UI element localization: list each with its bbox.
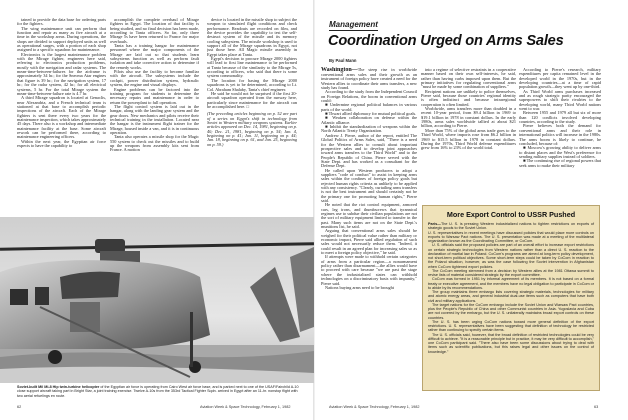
paragraph: accomplish the complete overhaul of Mirage fighters in Egypt. The location of that facility is being studied, and no final decision has been made, according to Tanta officers. So far, only three Mirage 5s have been returned to France for major overhauls.: [110, 18, 199, 44]
paragraph: Egypt's decision to procure Mirage 2000 fighters will lead to first line maintenance to be performed at Tanta because of the similarity to the Mirage 5s, according to officers, who said that there is some system commonality.: [207, 56, 297, 79]
helicopter-photo: [0, 217, 314, 383]
paragraph: ■ Undermine regional political balances in various parts of the world.: [321, 102, 417, 112]
paragraph: The group maintains three embargo lists covering strategic materials, technologies for military and atomic energy areas, and general industrial dual-use items such as computers that have both civil and military applications.: [428, 290, 594, 303]
helicopter-image: [0, 217, 314, 383]
left-page-number: 62: [17, 405, 22, 409]
paragraph: The target nations for the CoCom embargo include the Soviet Union and Warsaw Pact countries, plus the People's Republic of China and other Communist countries in Asia. Yugoslavia and Cuba are not covered by the embargo, but the U. S. unilaterally maintains broad export controls on these countries.: [428, 302, 594, 320]
left-column-2: [110, 18, 199, 215]
paragraph: Pilots also use the facility to become familiar with the aircraft. The subsystems include the cockpit, power distribution system, hydraulic system, the engine and visual displays.: [110, 69, 199, 88]
right-page-number: 63: [594, 405, 599, 409]
right-column-1-body: [321, 90, 417, 290]
right-footer: Aviation Week & Space Technology, February 1, 1982: [329, 405, 420, 409]
caption-lead: Soviet-built Mil Mi-8 Hip twin-turbine helicopter: [17, 385, 100, 389]
article-title: Coordination Urged on Arms Sales: [328, 33, 564, 49]
paragraph: More than 75% of the global arms trade goes to the Third World, where imports rose from $6.2 billion in 1969 to $15.5 billion in 1978 in constant dollars. During the 1970s, Third World defense expenditures grew from 16% to 23% of the world total.: [421, 127, 516, 151]
paragraph: The U. S. has been urging CoCom nations toward more general definition of the export restrictions. U. S. representatives have been suggesting that definition of technology be restricted rather than continuing to specify certain items.: [428, 319, 594, 333]
paragraph: The location for basing the Mirage 2000 squadrons is yet to be determined, according to Lt. Col. Abraham Shalaby, Tanta's chief engineer.: [207, 77, 297, 92]
paragraph: Recipient nations are unlikely to police themselves, Pierre said, because those countries' regional identity is often indistinct and because intraregional cooperation is often limited.: [421, 88, 516, 107]
paragraph: Between 1955 and 1979 all but six of more than 120 conflicts involved developing countries, according to the study.: [519, 110, 601, 125]
paragraph: Engine problems can be factored into the training program for students to determine the necessary repairs and maintenance in order to return the powerplant to full operation.: [110, 86, 199, 105]
paragraph: ■ Thwart allied diplomacy for mutual political goals.: [325, 111, 417, 117]
paragraph: The CoCom meeting stemmed from a decision by Western allies at the 1981 Ottawa summit to revise lists of material considered strategic by the export committee.: [428, 268, 594, 277]
lead-paragraph: [321, 67, 417, 90]
sidebar-title: More Export Control to USSR Pushed: [446, 210, 576, 219]
paragraph: Electronics is the largest maintenance problem with the Mirage fighter, engineers here said, referring to electronics production problems, mostly with the navigation and radar systems. The mean-time-between-failures for the airframe is approximately 34 hr.; for the Snecma Atar engines that figure is 39 hr.; for the navigation system, 17 hr.; for the radar system, 42 hr.; for all electrical systems, 5 hr. For the total Mirage system the mean-time-between-failure rate is 4.7 hr.: [17, 51, 106, 96]
sidebar-lead-text: The U. S. is pressing Western industrialized nations to tighten restrictions on exports of strategic goods to the Soviet Union.: [428, 222, 594, 231]
paragraph: Andrew J. Pierre, author of the report, entitled The Global Politics of Arms Sales, said, "There is a need for the Western allies to consult about important prospective sales and to develop joint approaches toward arms transfers to the Third World" and to the People's Republic of China. Pierre served with the State Dept. and has worked as a consultant for the Defense Dept.: [321, 132, 417, 169]
right-column-2: [421, 68, 516, 202]
lead-text: The steep rise in worldwide conventional arms sales and their growth as an instrument of foreign policy have created a need for the Western allies to coordinate their arms transfers, a new study has found.: [321, 67, 417, 91]
paragraph: Worldwide, arms transfers more than doubled in a recent 10-year period, from $9.4 billion in 1969 to $19.1 billion in 1978 in constant dollars. In the early 1980s, arms sales worldwide tallied at about $21 billion, according to Pierre.: [421, 106, 516, 129]
paragraph: The U. S. officials said, however, that the broad definition of restricted technologies could be very difficult to achieve. "It is a reasonable principle but in practice, it may be very difficult to accomplish," one CoCom participant said. "There also have been some discussions about trying to deal with items such as scientific publications, but this raises legal and other issues on the control of knowledge.": [428, 332, 594, 354]
paragraph: U. S. officials said the proposed policies are part of an overall effort to increase export restrictions on certain strategic technologies from Western nations rather than a direct U. S. reaction to the declaration of martial law in Poland. CoCom's programs are aimed at long-term policy development, not short-term political objectives. Some short-term steps could be taken by CoCom in reaction to the Poland situation, however, as was the case following the Soviet intervention in Afghanistan when CoCom tightened export policies.: [428, 243, 594, 269]
sidebar-paragraphs: [428, 231, 594, 354]
left-column-1: [17, 18, 106, 215]
paragraph: Nations buying arms need to be brought: [325, 284, 394, 290]
left-footer: Aviation Week & Space Technology, February 1, 1982: [200, 405, 291, 409]
sidebar-body: [428, 222, 594, 354]
paragraph: He noted that the riot control equipment, armored cars, leg irons, and thumbscrews that tyrannical regimes use to subdue their civilian populations are not the sort of military equipment limited to transfer in the past. Many such items are not on the State Dept.'s munitions list, he said.: [321, 202, 417, 230]
paragraph: ■ Inhibit the standardization of weapons within the North Atlantic Treaty Organization.: [321, 124, 417, 134]
sidebar-dateline: Paris—: [428, 222, 441, 226]
byline: By Paul Mann: [329, 58, 357, 63]
paragraph: into a regime of selective restraints in a cooperative manner based on their own self-interests, he said, rather than having curbs imposed upon them. But the primary initiatives for regulating conventional arms "must be made by some combination of suppliers.": [421, 68, 516, 90]
photo-caption: [17, 385, 300, 398]
paragraph: Tanta also operates a missile shop for the Magic 550 system to check out the missiles and to build up the weapons from assembly kits sent from France. A motion: [110, 134, 199, 153]
paragraph: The flight control system is laid out in the hangar, along with the landing gear system and the gear doors. New mechanics and pilots receive their technical training in the installation. Located near the hangar is the instrument flight trainer for the Mirage, housed inside a van, and it is in continuous operation.: [110, 103, 199, 135]
paragraph: Within the next year, the Egyptian air force expects to have the capability to: [17, 138, 106, 148]
paragraph: ■ Weaken collaboration on defense within the Atlantic alliance.: [321, 115, 417, 125]
paragraph: He said he would not be surprised if the first 20-aircraft squadron operated from the runway here, particularly since maintenance for the aircraft can be accomplished here. □: [207, 90, 297, 109]
left-column-3-body: [207, 18, 297, 109]
paragraph: CoCom was formed in 1951 by informal agreement of its members. It is not based on a formal treaty or executive agreement, and the members have no legal obligation to participate in CoCom or to abide by its recommendations.: [428, 277, 594, 290]
right-column-3: [519, 68, 601, 202]
paragraph: If attempts were made to withhold certain categories of arms from a particular region—a nonarmament policy rather than disarmament—the allies would have to proceed with care because "we are past the stage where the industrialized states can withhold technologies on a discriminatory basis with impunity," Pierre said.: [321, 254, 417, 286]
paragraph: Tanta has a training hangar for maintenance personnel where the major components of the Mirage are laid out so that students learn subsystems function as well as perform fault isolation and take corrective action to determine if the remedy works.: [110, 43, 199, 70]
paragraph: He called upon Western producers to adopt a suppliers "code of conduct" to assist in keeping arms sales within the confines of foreign policy goals but rejected human rights criteria as unlikely to be applied with any consistency. "Clearly, curtailing arms transfers is not the best instrument and should certainly not be the primary one for promoting human rights," Pierre said.: [321, 167, 417, 203]
paragraph: A third Mirage squadron is located at Genaclis, near Alexandria, and a French technical team is stationed at that base to accomplish periodic inspections of the aircraft. Each of the Mirage fighters is sent there every two years for the maintenance inspection, which takes approximately 45 days. There also is a workshop and intermediate maintenance facility at the base. Some aircraft rework can be performed there, according to maintenance engineering officers.: [17, 95, 106, 140]
sidebar-box: [422, 205, 600, 391]
paragraph: Arguing that conventional arms sales should be weighed for their political value rather than military or economic impact, Pierre said allied regulation of such sales would not necessarily reduce them. "Indeed, it could result in an agreed plan for increasing sales so as to meet a foreign policy objective," he said.: [321, 228, 417, 256]
left-column-3: [207, 18, 297, 215]
paragraph: ■ The continuing rise of regional powers that seek arms to make their military: [519, 158, 601, 168]
series-note: (The preceding articles beginning on p. 52 are part of a series on Egypt's shift in technology from Soviet to Western military weapons systems. Earlier articles appeared on Dec. 14, 1981, beginning on p. 40; Dec. 21, 1981, beginning on p. 54; Jan. 4, beginning on p. 41; Jan. 11, beginning on p. 44; Jan. 18, beginning on p. 61, and Jan. 25, beginning on p. 59.): [207, 111, 297, 147]
paragraph: device is located in the missile shop to subject the weapon to simulated flight conditions and check performance. Readouts are recorded on film, and the device provides the capability to test the self-destruct system of the missile and its memory cooling subsystem. The missile workshop is used to support all of the Mirage squadrons in Egypt, not just those here. All Magic missile assembly in Egypt takes place at Tanta.: [207, 18, 297, 57]
paragraph: tained to provide the data base for ordering parts for the fighters.: [17, 18, 106, 27]
paragraph: As Third World arms purchases increased and as rough strategic parity encouraged the superpowers to shift their rivalries to the developing world, many Third World nations went to war.: [519, 88, 601, 112]
paragraph: ■ Moscow's growing ability to deliver arms to distant places and the West's preference for sending military supplies instead of soldiers.: [519, 145, 601, 159]
section-label: Management: [329, 20, 378, 29]
caption-text: of the Egyptian air force is operating from Cairo West air force base, and is parked next to one of the USAF/Fairchild A-10 close support aircraft taking part in Bright Star, a joint training exercise. Twelve A-10s from the 353rd Tactical Fighter Sqdn. arrived in Egypt after an 11-hr. nonstop flight with two aerial refuelings en route.: [17, 385, 299, 398]
paragraph: Pierre believes both the demand for conventional arms and their role in international politics will increase in the 1980s. The arms boom is likely to continue, he concluded, because of:: [519, 123, 601, 146]
paragraph: According to Pierre's research, military expenditures per capita remained level in the developed world in the 1970s, but in the developing countries—at a time of rapid population growth—they went up by one-third.: [519, 68, 601, 90]
right-column-1: [321, 67, 417, 398]
dateline: Washington—: [321, 67, 358, 73]
paragraph: The wing maintenance unit can perform that function and repair as many as five aircraft at a time in the workshop areas. During operations, the shops are divided to support deployed units as well as operational surges, with a portion of each shop assigned to a specific squadron for maintenance.: [17, 25, 106, 53]
paragraph: According to the study from the Independent Council on Foreign Relations, the boom in conventional arms could:: [321, 89, 417, 104]
paragraph: U. S. representatives in recent meetings have discussed policies that would place more controls on exports to Warsaw Pact nations. The U. S. presentation was made at a meeting of the multilateral organization known as the Coordinating Committee, or CoCom.: [428, 230, 594, 243]
sidebar-lead: [428, 222, 594, 231]
